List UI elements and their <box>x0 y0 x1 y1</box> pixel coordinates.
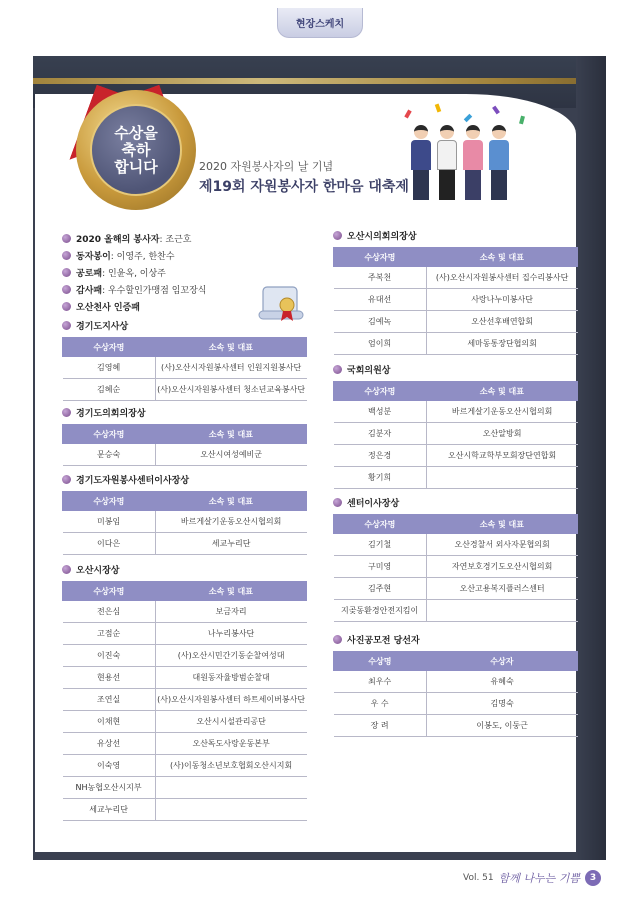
table-header-row <box>334 248 578 267</box>
table-row <box>63 755 307 777</box>
recipient-org: (사)오산시자원봉사센터 하트세이버봉사단 <box>155 689 306 711</box>
recipient-name: 김예녹 <box>334 311 427 333</box>
table-row <box>63 689 307 711</box>
recipient-name: 김주현 <box>334 578 427 600</box>
award-line: 감사패 : 우수할인가맹점 임꼬장식 <box>62 281 206 298</box>
recipient-org <box>426 600 577 622</box>
column-header-org: 수상자 <box>426 652 577 671</box>
table-header-row <box>334 652 578 671</box>
recipient-name: 김영혜 <box>63 357 156 379</box>
recipient-org <box>155 777 306 799</box>
recipient-name: 이채현 <box>63 711 156 733</box>
bullet-icon <box>333 365 342 374</box>
magazine-name: 함께 나누는 기쁨 <box>498 872 580 885</box>
recipient-name: 장 려 <box>334 715 427 737</box>
recipient-org: 오산고용복지플러스센터 <box>426 578 577 600</box>
medal-line-3: 합니다 <box>114 157 158 176</box>
table-row <box>334 445 578 467</box>
award-line: 동자봉이 : 이영주, 한찬수 <box>62 247 206 264</box>
bullet-icon <box>62 251 71 260</box>
column-header-name: 수상자명 <box>63 338 156 357</box>
awards-summary-list <box>62 230 206 315</box>
recipient-name: 미봉임 <box>63 511 156 533</box>
recipient-org: (사)오산시자원봉사센터 집수리봉사단 <box>426 267 577 289</box>
recipient-name: 조연실 <box>63 689 156 711</box>
section-assembly <box>333 362 578 489</box>
medal-line-1: 수상을 <box>114 123 158 142</box>
section-title: 센터이사장상 <box>347 498 400 509</box>
bullet-icon <box>62 565 71 574</box>
table-row <box>63 533 307 555</box>
recipient-org: 세마동통장단협의회 <box>426 333 577 355</box>
table-row <box>334 715 578 737</box>
recipient-name: 주복천 <box>334 267 427 289</box>
award-table <box>62 491 307 555</box>
recipient-name: 세교누리단 <box>63 799 156 821</box>
bullet-icon <box>62 408 71 417</box>
award-line: 공로패 : 인윤옥, 이상주 <box>62 264 206 281</box>
section-photo-contest <box>333 632 578 737</box>
award-table <box>62 581 307 821</box>
section-title: 경기도의회의장상 <box>76 408 146 419</box>
table-row <box>334 333 578 355</box>
table-row <box>63 711 307 733</box>
award-line: 2020 올해의 봉사자 : 조근호 <box>62 230 206 247</box>
section-title: 사진공모전 당선자 <box>347 635 420 646</box>
recipient-org: 유혜숙 <box>426 671 577 693</box>
column-header-org: 소속 및 대표 <box>155 338 306 357</box>
column-header-org: 소속 및 대표 <box>155 582 306 601</box>
table-row <box>334 578 578 600</box>
table-row <box>63 357 307 379</box>
table-header-row <box>63 338 307 357</box>
recipient-org: 오산알방회 <box>426 423 577 445</box>
recipient-org: 사랑나누미봉사단 <box>426 289 577 311</box>
bullet-icon <box>62 234 71 243</box>
column-header-org: 소속 및 대표 <box>155 492 306 511</box>
recipient-name: 구미영 <box>334 556 427 578</box>
bullet-icon <box>333 498 342 507</box>
recipient-name: 우 수 <box>334 693 427 715</box>
recipient-org: (사)오산시민간기동순찰여성대 <box>155 645 306 667</box>
award-line: 오산천사 인증패 <box>62 298 206 315</box>
section-gg-center <box>62 472 307 555</box>
column-header-name: 수상자명 <box>63 425 156 444</box>
event-subtitle: 2020 자원봉사자의 날 기념 <box>199 160 334 173</box>
column-header-org: 소속 및 대표 <box>426 382 577 401</box>
recipient-org: 오산시여성예비군 <box>155 444 306 466</box>
recipient-org: 오산경찰서 외사자문협의회 <box>426 534 577 556</box>
column-header-name: 수상명 <box>334 652 427 671</box>
recipient-org: 나누리봉사단 <box>155 623 306 645</box>
table-row <box>334 267 578 289</box>
table-header-row <box>334 382 578 401</box>
recipient-name: 엄이희 <box>334 333 427 355</box>
recipient-name: 김혜순 <box>63 379 156 401</box>
event-title: 제19회 자원봉사자 한마음 대축제 <box>199 179 409 195</box>
bullet-icon <box>333 231 342 240</box>
table-row <box>63 733 307 755</box>
column-header-org: 소속 및 대표 <box>426 248 577 267</box>
column-header-org: 소속 및 대표 <box>155 425 306 444</box>
award-table <box>62 424 307 466</box>
recipient-org: 오산선후배연합회 <box>426 311 577 333</box>
medal-text <box>90 104 182 196</box>
table-row <box>334 423 578 445</box>
table-row <box>63 799 307 821</box>
column-header-name: 수상자명 <box>334 248 427 267</box>
section-title: 오산시의회의장상 <box>347 231 417 242</box>
column-header-name: 수상자명 <box>63 492 156 511</box>
recipient-name: 백성분 <box>334 401 427 423</box>
medal-line-2: 축하 <box>121 140 151 159</box>
recipient-name: 고점순 <box>63 623 156 645</box>
section-gg-governor <box>62 318 307 401</box>
section-title: 경기도자원봉사센터이사장상 <box>76 475 190 486</box>
bullet-icon <box>333 635 342 644</box>
recipient-name: 정은경 <box>334 445 427 467</box>
section-gg-council <box>62 405 307 466</box>
table-row <box>334 467 578 489</box>
table-header-row <box>63 492 307 511</box>
section-title: 경기도지사상 <box>76 321 129 332</box>
recipient-name: 문승숙 <box>63 444 156 466</box>
bullet-icon <box>62 321 71 330</box>
recipient-org: 세교누리단 <box>155 533 306 555</box>
section-tab: 현장스케치 <box>277 8 363 38</box>
recipient-org: 오산독도사랑운동본부 <box>155 733 306 755</box>
recipient-org: (사)이동청소년보호협회오산시지회 <box>155 755 306 777</box>
volume-label: Vol. 51 <box>462 873 494 883</box>
recipient-name: 유대선 <box>334 289 427 311</box>
table-header-row <box>63 582 307 601</box>
column-header-name: 수상자명 <box>334 515 427 534</box>
gold-divider <box>33 78 606 84</box>
table-row <box>334 534 578 556</box>
table-row <box>63 645 307 667</box>
celebrating-people-illustration <box>396 104 536 200</box>
recipient-org: 자연보호경기도오산시협의회 <box>426 556 577 578</box>
table-row <box>334 671 578 693</box>
bullet-icon <box>62 302 71 311</box>
section-mayor <box>62 562 307 821</box>
section-title: 오산시장상 <box>76 565 120 576</box>
table-row <box>334 401 578 423</box>
recipient-name: 이숙영 <box>63 755 156 777</box>
section-center-chair <box>333 495 578 622</box>
recipient-org: 김명숙 <box>426 693 577 715</box>
column-header-name: 수상자명 <box>334 382 427 401</box>
recipient-name: NH농협오산시지부 <box>63 777 156 799</box>
award-table <box>333 514 578 622</box>
recipient-org <box>426 467 577 489</box>
table-row <box>63 379 307 401</box>
recipient-name: 김분자 <box>334 423 427 445</box>
recipient-name: 최우수 <box>334 671 427 693</box>
recipient-name: 김기철 <box>334 534 427 556</box>
recipient-org: 바르게살기운동오산시협의회 <box>155 511 306 533</box>
recipient-org: 이봉도, 이둥근 <box>426 715 577 737</box>
recipient-org: 보금자리 <box>155 601 306 623</box>
table-row <box>63 667 307 689</box>
award-table <box>62 337 307 401</box>
column-header-name: 수상자명 <box>63 582 156 601</box>
award-table <box>333 381 578 489</box>
table-header-row <box>334 515 578 534</box>
table-row <box>334 600 578 622</box>
recipient-org: 바르게살기운동오산시협의회 <box>426 401 577 423</box>
award-table <box>333 247 578 355</box>
recipient-name: 유상선 <box>63 733 156 755</box>
table-row <box>334 311 578 333</box>
award-medal <box>76 90 196 210</box>
recipient-org: 대원동자율방범순찰대 <box>155 667 306 689</box>
bullet-icon <box>62 475 71 484</box>
recipient-name: 전은심 <box>63 601 156 623</box>
table-row <box>334 693 578 715</box>
table-row <box>334 289 578 311</box>
recipient-name: 황기희 <box>334 467 427 489</box>
table-row <box>63 511 307 533</box>
section-city-council <box>333 228 578 355</box>
bullet-icon <box>62 268 71 277</box>
recipient-name: 이다은 <box>63 533 156 555</box>
column-header-org: 소속 및 대표 <box>426 515 577 534</box>
recipient-org: 오산시시설관리공단 <box>155 711 306 733</box>
table-row <box>334 556 578 578</box>
recipient-org: (사)오산시자원봉사센터 인원지원봉사단 <box>155 357 306 379</box>
table-row <box>63 444 307 466</box>
bullet-icon <box>62 285 71 294</box>
section-title: 국회의원상 <box>347 365 391 376</box>
recipient-name: 지곶동환경안전지킴이 <box>334 600 427 622</box>
recipient-name: 현용선 <box>63 667 156 689</box>
recipient-org <box>155 799 306 821</box>
recipient-name: 이진숙 <box>63 645 156 667</box>
table-row <box>63 601 307 623</box>
page-number: 3 <box>585 870 601 886</box>
recipient-org: 오산시학교학부모회장단연합회 <box>426 445 577 467</box>
recipient-org: (사)오산시자원봉사센터 청소년교육봉사단 <box>155 379 306 401</box>
frame-side-band <box>576 56 606 860</box>
page-footer <box>463 870 601 886</box>
award-table <box>333 651 578 737</box>
table-header-row <box>63 425 307 444</box>
table-row <box>63 777 307 799</box>
table-row <box>63 623 307 645</box>
